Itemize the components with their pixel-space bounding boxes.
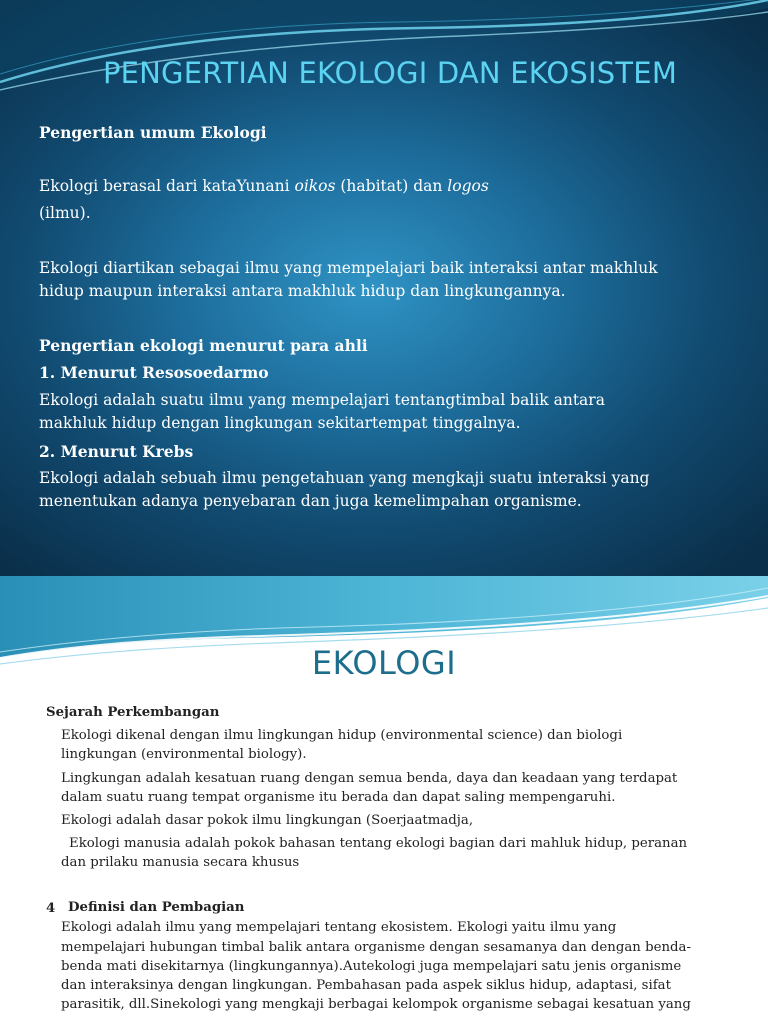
etymology-line-2: (ilmu). <box>39 204 91 222</box>
section-heading: Sejarah Perkembangan <box>46 705 220 720</box>
paragraph-line: dan interaksinya dengan lingkungan. Pembahasan pada aspek siklus hidup, adaptasi, sifat <box>61 978 671 993</box>
etymology-word-oikos: oikos <box>294 177 336 195</box>
etymology-word-logos: logos <box>447 177 489 195</box>
list-number: 4 <box>46 901 56 916</box>
etymology-line <box>39 175 489 198</box>
paragraph-line: dalam suatu ruang tempat organisme itu berada dan dapat saling mempengaruhi. <box>61 790 616 805</box>
slide-2 <box>0 576 768 1024</box>
paragraph-line: Ekologi adalah ilmu yang mempelajari tentang ekosistem. Ekologi yaitu ilmu yang <box>61 920 617 935</box>
paragraph-line: mempelajari hubungan timbal balik antara organisme dengan sesamanya dan dengan benda- <box>61 940 691 955</box>
paragraph-line: Lingkungan adalah kesatuan ruang dengan semua benda, daya dan keadaan yang terdapat <box>61 771 678 786</box>
definition-line: hidup maupun interaksi antara makhluk hidup dan lingkungannya. <box>39 282 566 300</box>
slide-title: EKOLOGI <box>311 644 457 682</box>
expert-1-heading: 1. Menurut Resosoedarmo <box>39 363 269 382</box>
experts-heading: Pengertian ekologi menurut para ahli <box>39 336 368 355</box>
section-heading: Definisi dan Pembagian <box>68 900 245 915</box>
expert-2-text: Ekologi adalah sebuah ilmu pengetahuan yang mengkaji suatu interaksi yang <box>39 469 650 487</box>
paragraph-line: benda mati disekitarnya (lingkungannya).Autekologi juga mempelajari satu jenis organisme <box>61 959 682 974</box>
section-heading: Pengertian umum Ekologi <box>39 123 267 142</box>
expert-1-text: Ekologi adalah suatu ilmu yang mempelajari tentangtimbal balik antara <box>39 391 605 409</box>
paragraph-line: dan prilaku manusia secara khusus <box>61 855 300 870</box>
paragraph-line: Ekologi adalah dasar pokok ilmu lingkungan (Soerjaatmadja, <box>61 813 474 828</box>
slide-title: PENGERTIAN EKOLOGI DAN EKOSISTEM <box>102 56 678 90</box>
wave-decoration <box>0 0 768 110</box>
expert-2-text: menentukan adanya penyebaran dan juga kemelimpahan organisme. <box>39 492 582 510</box>
paragraph-line: parasitik, dll.Sinekologi yang mengkaji berbagai kelompok organisme sebagai kesatuan yang <box>61 997 691 1012</box>
expert-1-text: makhluk hidup dengan lingkungan sekitartempat tinggalnya. <box>39 414 521 432</box>
expert-2-heading: 2. Menurut Krebs <box>39 442 194 461</box>
definition-line: Ekologi diartikan sebagai ilmu yang mempelajari baik interaksi antar makhluk <box>39 259 658 277</box>
etymology-prefix: Ekologi berasal dari kataYunani <box>39 177 295 195</box>
etymology-middle: (habitat) dan <box>335 177 448 195</box>
paragraph-line: Ekologi dikenal dengan ilmu lingkungan hidup (environmental science) dan biologi <box>61 728 623 743</box>
paragraph-line: lingkungan (environmental biology). <box>61 747 307 762</box>
paragraph-line: Ekologi manusia adalah pokok bahasan tentang ekologi bagian dari mahluk hidup, peranan <box>69 836 688 851</box>
